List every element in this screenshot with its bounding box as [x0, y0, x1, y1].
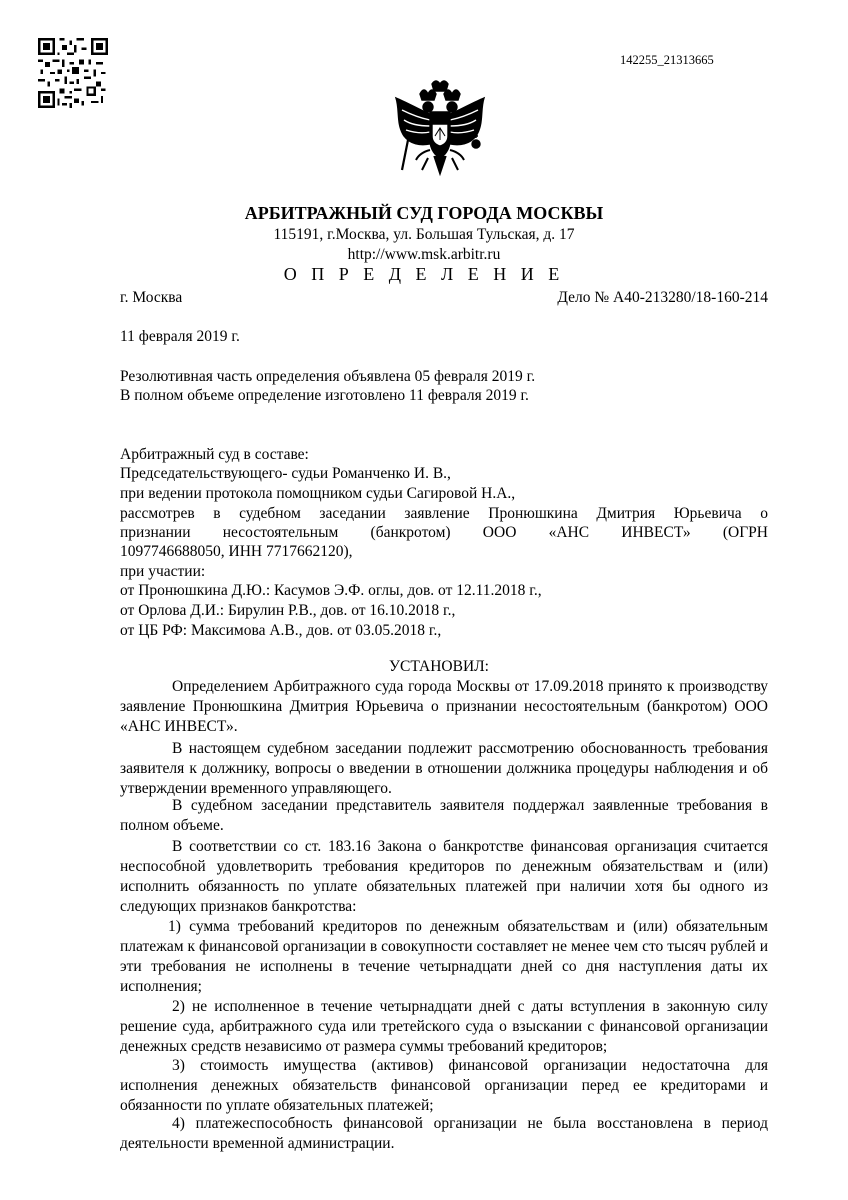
paragraph-5: 1) сумма требований кредиторов по денежным обязательствам и (или) обязательным платежам к финансовой организации в совокупности составляет не менее чем сто тысяч рублей и эти требования не исполнены в течение четырнадцати дней со дня наступления даты их исполнения; — [120, 918, 768, 995]
announce-line-2: В полном объеме определение изготовлено 11 февраля 2019 г. — [120, 387, 529, 404]
composition-line: Председательствующего- судьи Романченко И. В., — [120, 465, 451, 482]
document-type-title: О П Р Е Д Е Л Е Н И Е — [283, 264, 565, 284]
paragraph-3: В судебном заседании представитель заявителя поддержал заявленные требования в полном объеме. — [120, 797, 768, 834]
participant-line: от ЦБ РФ: Максимова А.В., дов. от 03.05.2018 г., — [120, 622, 442, 639]
court-name: АРБИТРАЖНЫЙ СУД ГОРОДА МОСКВЫ — [244, 203, 604, 223]
composition-line: рассмотрев в судебном заседании заявление Пронюшкина Дмитрия Юрьевича о — [120, 505, 768, 522]
section-heading: УСТАНОВИЛ: — [389, 658, 489, 675]
composition-line: при ведении протокола помощником судьи Сагировой Н.А., — [120, 485, 516, 502]
court-address: 115191, г.Москва, ул. Большая Тульская, д. 17 — [273, 226, 575, 243]
paragraph-1: Определением Арбитражного суда города Москвы от 17.09.2018 принято к производству заявление Пронюшкина Дмитрия Юрьевича о признании несостоятельным (банкротом) ООО «АНС ИНВЕСТ». — [120, 678, 768, 735]
paragraph-6: 2) не исполненное в течение четырнадцати дней с даты вступления в законную силу решение суда, арбитражного суда или третейского суда о взыскании с финансовой организации денежных средств независимо от размера суммы требований кредиторов; — [120, 998, 768, 1055]
court-website: http://www.msk.arbitr.ru — [347, 246, 501, 263]
composition-line: при участии: — [120, 563, 206, 580]
russian-coat-of-arms-emblem — [390, 80, 490, 188]
paragraph-7: 3) стоимость имущества (активов) финансовой организации недостаточна для исполнения денежных обязательств финансовой организации перед ее кредиторами и обязанности по уплате обязательных платежей; — [120, 1057, 768, 1114]
city: г. Москва — [120, 289, 183, 306]
paragraph-4: В соответствии со ст. 183.16 Закона о банкротстве финансовая организация считается неспособной удовлетворить требования кредиторов по денежным обязательствам и (или) исполнить обязанность по уплате обязательных платежей при наличии хотя бы одного из следующих признаков банкротства: — [120, 838, 768, 915]
announce-line-1: Резолютивная часть определения объявлена 05 февраля 2019 г. — [120, 368, 536, 385]
document-id: 142255_21313665 — [620, 53, 714, 67]
paragraph-2: В настоящем судебном заседании подлежит рассмотрению обоснованность требования заявителя к должнику, вопросы о введении в отношении должника процедуры наблюдения и об утверждении временного управляющего. — [120, 740, 768, 797]
participant-line: от Орлова Д.И.: Бирулин Р.В., дов. от 16.10.2018 г., — [120, 602, 456, 619]
composition-line: Арбитражный суд в составе: — [120, 446, 309, 463]
composition-line: признании несостоятельным (банкротом) ООО «АНС ИНВЕСТ» (ОГРН — [120, 524, 768, 541]
qr-code-icon — [38, 38, 108, 108]
participant-line: от Пронюшкина Д.Ю.: Касумов Э.Ф. оглы, дов. от 12.11.2018 г., — [120, 582, 542, 599]
case-number: Дело № А40-213280/18-160-214 — [557, 289, 768, 306]
paragraph-8: 4) платежеспособность финансовой организации не была восстановлена в период деятельности временной администрации. — [120, 1115, 768, 1152]
document-date: 11 февраля 2019 г. — [120, 328, 240, 345]
composition-line: 1097746688050, ИНН 7717662120), — [120, 543, 353, 560]
